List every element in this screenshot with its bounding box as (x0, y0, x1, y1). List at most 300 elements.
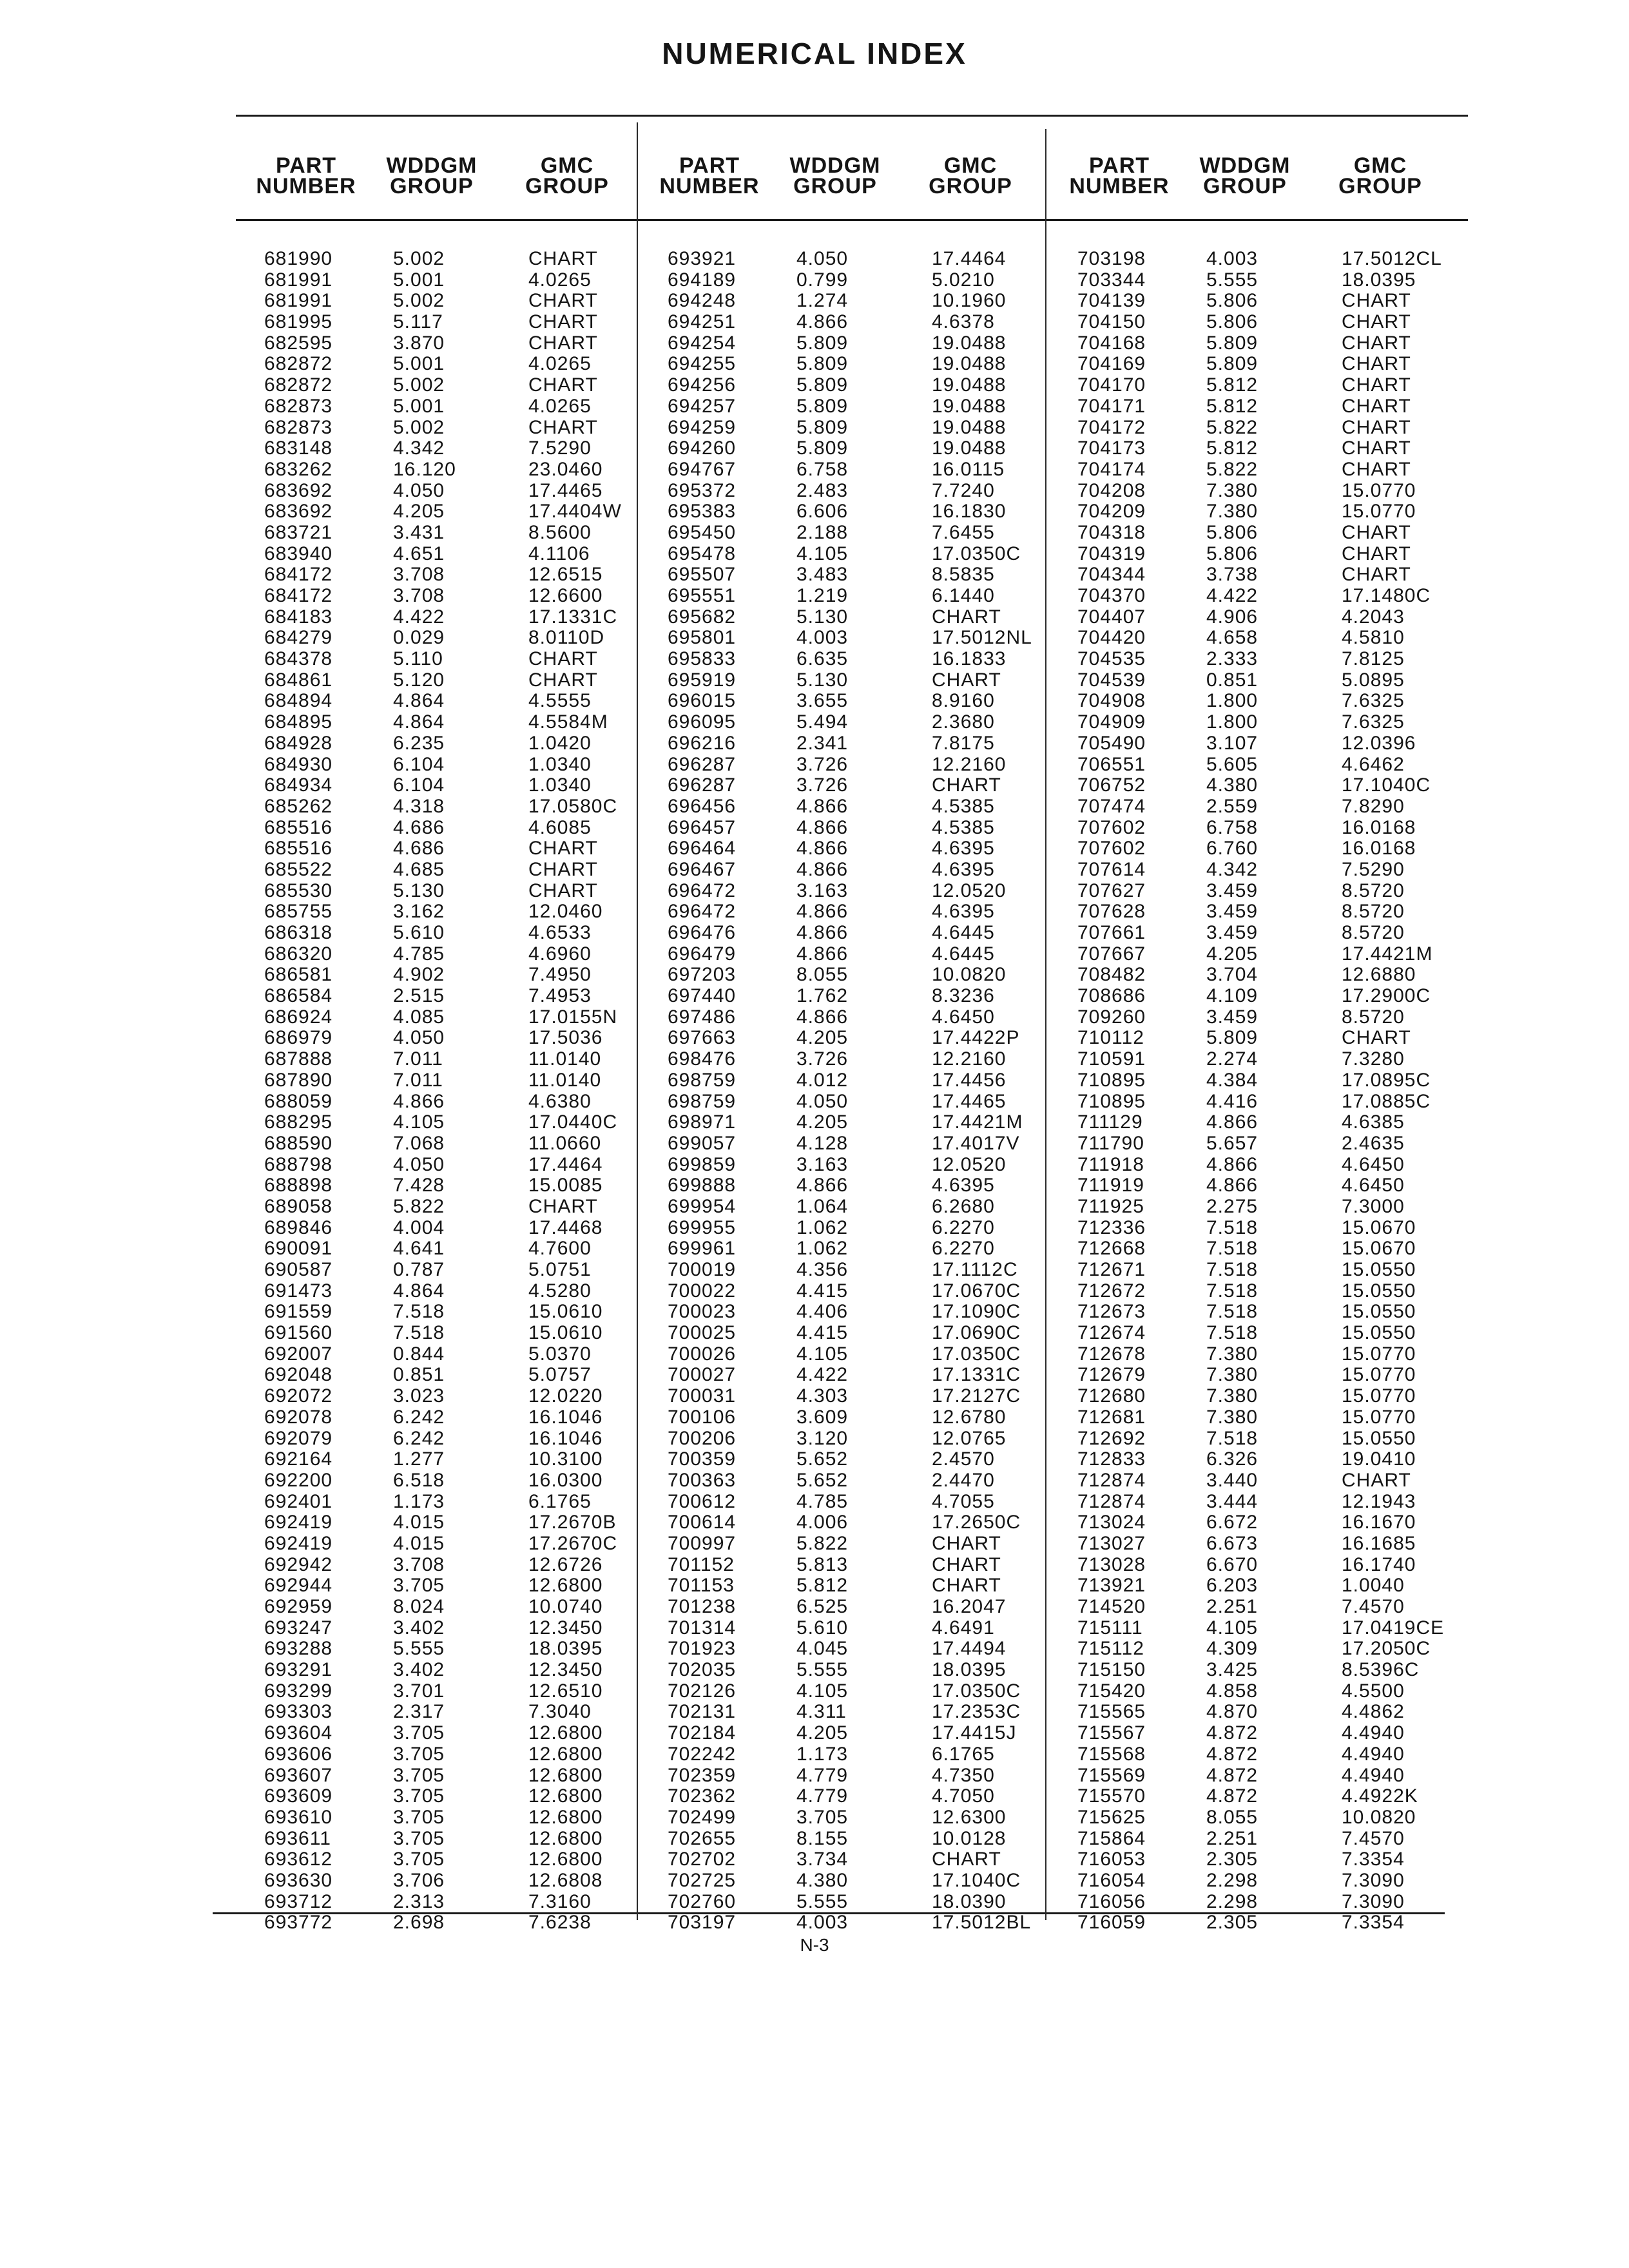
part-number-cell: 712672 (1077, 1280, 1146, 1302)
gmc-group-cell: 15.0670 (1342, 1216, 1416, 1238)
wddgm-group-cell: 4.864 (393, 690, 445, 712)
gmc-group-cell: 7.8290 (1342, 795, 1405, 817)
gmc-group-cell: CHART (932, 1849, 1001, 1870)
index-row (1052, 881, 1458, 902)
index-row (1052, 1281, 1458, 1302)
part-number-cell: 695801 (668, 627, 737, 649)
wddgm-group-cell: 4.045 (796, 1638, 849, 1660)
part-number-cell: 698476 (668, 1048, 737, 1070)
index-row (642, 354, 1048, 375)
part-number-cell: 695682 (668, 606, 737, 628)
part-number-cell: 704407 (1077, 606, 1146, 628)
gmc-group-cell: 4.6085 (528, 816, 592, 838)
part-number-cell: 712336 (1077, 1216, 1146, 1238)
part-number-cell: 682873 (264, 395, 333, 417)
part-number-cell: 712673 (1077, 1301, 1146, 1323)
gmc-group-cell: 10.1960 (932, 290, 1007, 312)
gmc-group-cell: 4.7050 (932, 1785, 995, 1807)
gmc-group-cell: 12.0520 (932, 879, 1007, 901)
wddgm-group-cell: 7.518 (1206, 1280, 1258, 1302)
wddgm-group-cell: 4.105 (796, 1343, 849, 1365)
part-number-cell: 712674 (1077, 1322, 1146, 1344)
part-number-cell: 692007 (264, 1343, 333, 1365)
gmc-group-cell: 10.3100 (528, 1448, 603, 1470)
part-number-cell: 699955 (668, 1216, 737, 1238)
gmc-group-cell: CHART (528, 858, 598, 880)
part-number-cell: 711129 (1077, 1111, 1143, 1133)
index-row (1052, 312, 1458, 333)
part-number-cell: 705490 (1077, 732, 1146, 754)
wddgm-group-cell: 4.318 (393, 795, 445, 817)
part-number-cell: 707628 (1077, 901, 1146, 923)
index-row (1052, 396, 1458, 418)
part-number-cell: 712833 (1077, 1448, 1146, 1470)
wddgm-group-cell: 5.809 (796, 437, 849, 459)
wddgm-group-cell: 3.705 (393, 1849, 445, 1870)
index-row (238, 1049, 644, 1070)
index-panel-3 (1052, 134, 1458, 1934)
part-number-cell: 711919 (1077, 1175, 1144, 1196)
index-row (642, 1049, 1048, 1070)
wddgm-group-cell: 7.380 (1206, 501, 1258, 523)
gmc-group-cell: 2.3680 (932, 711, 995, 733)
index-row (642, 1365, 1048, 1386)
part-number-cell: 696464 (668, 838, 737, 860)
part-number-cell: 684183 (264, 606, 333, 628)
gmc-group-cell: CHART (932, 774, 1001, 796)
index-row (642, 1302, 1048, 1323)
index-row (238, 1449, 644, 1470)
wddgm-group-cell: 3.705 (393, 1806, 445, 1828)
wddgm-group-cell: 4.356 (796, 1259, 849, 1280)
index-row (642, 838, 1048, 860)
index-row (642, 1323, 1048, 1344)
index-row (1052, 1470, 1458, 1492)
index-row (1052, 860, 1458, 881)
part-number-cell: 683692 (264, 479, 333, 501)
part-number-cell: 693712 (264, 1890, 333, 1912)
index-row (1052, 1218, 1458, 1239)
gmc-group-cell: 17.1331C (528, 606, 618, 628)
wddgm-group-cell: 4.866 (796, 311, 849, 333)
index-row (238, 838, 644, 860)
part-number-cell: 702362 (668, 1785, 737, 1807)
gmc-group-cell: 15.0550 (1342, 1259, 1416, 1280)
part-number-cell: 704909 (1077, 711, 1146, 733)
wddgm-group-header: WDDGM GROUP (386, 153, 477, 198)
part-number-cell: 704208 (1077, 479, 1146, 501)
part-number-cell: 697663 (668, 1027, 737, 1049)
wddgm-group-cell: 6.104 (393, 753, 445, 775)
wddgm-group-cell: 3.162 (393, 901, 445, 923)
index-row (642, 1281, 1048, 1302)
gmc-group-cell: 19.0488 (932, 332, 1007, 354)
wddgm-group-cell: 4.864 (393, 1280, 445, 1302)
gmc-group-cell: 16.0168 (1342, 838, 1416, 860)
gmc-group-cell: 2.4635 (1342, 1132, 1405, 1154)
gmc-group-cell: 6.1765 (528, 1490, 592, 1512)
gmc-group-cell: CHART (932, 1553, 1001, 1575)
wddgm-group-cell: 7.428 (393, 1175, 445, 1196)
part-number-cell: 687890 (264, 1069, 333, 1091)
index-row (642, 628, 1048, 649)
gmc-group-cell: CHART (1342, 374, 1411, 396)
wddgm-group-cell: 8.155 (796, 1827, 849, 1849)
part-number-cell: 700363 (668, 1469, 737, 1491)
gmc-group-cell: 12.1943 (1342, 1490, 1416, 1512)
part-number-cell: 709260 (1077, 1006, 1146, 1028)
wddgm-group-cell: 4.303 (796, 1385, 849, 1407)
gmc-group-cell: 6.2680 (932, 1195, 995, 1217)
gmc-group-cell: 17.2650C (932, 1512, 1021, 1533)
index-row (642, 901, 1048, 923)
index-row (238, 1829, 644, 1850)
part-number-cell: 704209 (1077, 501, 1146, 523)
part-number-cell: 695383 (668, 501, 737, 523)
part-number-cell: 713024 (1077, 1512, 1146, 1533)
gmc-group-cell: 17.2050C (1342, 1638, 1431, 1660)
wddgm-group-cell: 5.555 (796, 1890, 849, 1912)
wddgm-group-cell: 5.806 (1206, 290, 1258, 312)
gmc-group-cell: 7.3000 (1342, 1195, 1405, 1217)
index-row (642, 965, 1048, 986)
gmc-group-cell: 12.0460 (528, 901, 603, 923)
index-row (238, 1091, 644, 1113)
index-row (642, 1407, 1048, 1428)
index-row (1052, 1449, 1458, 1470)
index-row (1052, 418, 1458, 439)
part-number-cell: 702499 (668, 1806, 737, 1828)
wddgm-group-cell: 4.866 (796, 1175, 849, 1196)
wddgm-group-cell: 5.652 (796, 1469, 849, 1491)
wddgm-group-cell: 5.002 (393, 290, 445, 312)
index-row (238, 1407, 644, 1428)
panel-rows (642, 249, 1048, 1934)
gmc-group-cell: 12.6880 (1342, 964, 1416, 986)
gmc-group-cell: 23.0460 (528, 458, 603, 480)
part-number-cell: 694189 (668, 269, 737, 291)
index-row (642, 986, 1048, 1007)
wddgm-group-cell: 1.800 (1206, 711, 1258, 733)
gmc-group-cell: 7.3090 (1342, 1890, 1405, 1912)
gmc-group-cell: 4.0265 (528, 395, 592, 417)
part-number-cell: 689846 (264, 1216, 333, 1238)
gmc-group-cell: 4.4940 (1342, 1722, 1405, 1744)
gmc-group-cell: 7.3280 (1342, 1048, 1405, 1070)
wddgm-group-cell: 7.380 (1206, 479, 1258, 501)
wddgm-group-cell: 0.787 (393, 1259, 445, 1280)
part-number-cell: 696476 (668, 922, 737, 943)
wddgm-group-cell: 4.416 (1206, 1090, 1258, 1112)
gmc-group-cell: 4.6450 (1342, 1153, 1405, 1175)
index-row (642, 1070, 1048, 1091)
index-row (1052, 1723, 1458, 1744)
gmc-group-cell: 5.0370 (528, 1343, 592, 1365)
gmc-group-cell: 4.5280 (528, 1280, 592, 1302)
wddgm-group-cell: 3.704 (1206, 964, 1258, 986)
gmc-group-cell: 17.4017V (932, 1132, 1020, 1154)
part-number-cell: 695450 (668, 521, 737, 543)
index-row (1052, 1386, 1458, 1407)
gmc-group-cell: 7.4950 (528, 964, 592, 986)
index-row (238, 354, 644, 375)
gmc-group-cell: CHART (1342, 353, 1411, 375)
gmc-group-cell: 17.0690C (932, 1322, 1021, 1344)
index-row (642, 312, 1048, 333)
index-row (642, 481, 1048, 502)
index-row (642, 1892, 1048, 1913)
index-row (238, 544, 644, 565)
index-row (1052, 944, 1458, 965)
wddgm-group-cell: 4.422 (796, 1364, 849, 1386)
part-number-cell: 696479 (668, 943, 737, 965)
part-number-cell: 716059 (1077, 1912, 1146, 1934)
part-number-cell: 684934 (264, 774, 333, 796)
gmc-group-cell: CHART (528, 311, 598, 333)
index-row (642, 1702, 1048, 1723)
index-row (1052, 986, 1458, 1007)
gmc-group-cell: 17.2127C (932, 1385, 1021, 1407)
index-row (1052, 1155, 1458, 1176)
gmc-group-cell: 12.0765 (932, 1427, 1007, 1449)
index-row (238, 1386, 644, 1407)
index-row (238, 649, 644, 670)
index-row (238, 501, 644, 523)
index-row (1052, 1744, 1458, 1765)
part-number-cell: 715420 (1077, 1680, 1146, 1702)
index-row (238, 1702, 644, 1723)
wddgm-group-cell: 2.251 (1206, 1827, 1258, 1849)
wddgm-group-cell: 4.050 (393, 479, 445, 501)
part-number-cell: 712874 (1077, 1469, 1146, 1491)
wddgm-group-cell: 4.872 (1206, 1785, 1258, 1807)
index-row (238, 1155, 644, 1176)
index-row (238, 586, 644, 607)
gmc-group-cell: 17.5012CL (1342, 248, 1442, 269)
gmc-group-cell: 17.1331C (932, 1364, 1021, 1386)
part-number-cell: 681990 (264, 248, 333, 269)
part-number-cell: 690587 (264, 1259, 333, 1280)
wddgm-group-cell: 4.872 (1206, 1743, 1258, 1765)
gmc-group-cell: 7.7240 (932, 479, 995, 501)
index-row (642, 1681, 1048, 1702)
index-row (642, 649, 1048, 670)
part-number-cell: 710895 (1077, 1069, 1146, 1091)
wddgm-group-cell: 4.006 (796, 1512, 849, 1533)
part-number-cell: 685516 (264, 838, 333, 860)
index-row (642, 1786, 1048, 1807)
header-top-rule (236, 115, 1468, 117)
part-number-cell: 698971 (668, 1111, 737, 1133)
gmc-group-cell: 16.1685 (1342, 1532, 1416, 1554)
wddgm-group-cell: 5.002 (393, 416, 445, 438)
part-number-cell: 694251 (668, 311, 737, 333)
index-row (642, 1196, 1048, 1218)
index-row (238, 901, 644, 923)
wddgm-group-cell: 3.705 (393, 1722, 445, 1744)
gmc-group-cell: 7.3354 (1342, 1849, 1405, 1870)
wddgm-group-cell: 2.559 (1206, 795, 1258, 817)
gmc-group-cell: 12.3450 (528, 1659, 603, 1681)
gmc-group-cell: 15.0550 (1342, 1322, 1416, 1344)
index-row (238, 712, 644, 733)
wddgm-group-cell: 3.107 (1206, 732, 1258, 754)
wddgm-group-cell: 2.317 (393, 1701, 445, 1723)
gmc-group-cell: 8.5396C (1342, 1659, 1420, 1681)
index-row (1052, 1639, 1458, 1660)
part-number-cell: 697486 (668, 1006, 737, 1028)
index-row (642, 438, 1048, 459)
gmc-group-cell: 17.1090C (932, 1301, 1021, 1323)
index-row (1052, 1829, 1458, 1850)
part-number-cell: 682595 (264, 332, 333, 354)
gmc-group-cell: 7.3090 (1342, 1869, 1405, 1891)
index-row (1052, 1091, 1458, 1113)
index-row (642, 1492, 1048, 1513)
part-number-cell: 700106 (668, 1406, 737, 1428)
wddgm-group-cell: 3.701 (393, 1680, 445, 1702)
part-number-cell: 685516 (264, 816, 333, 838)
gmc-group-cell: CHART (1342, 416, 1411, 438)
index-row (642, 1597, 1048, 1618)
part-number-cell: 715112 (1077, 1638, 1144, 1660)
index-row (1052, 270, 1458, 291)
part-number-cell: 693772 (264, 1912, 333, 1934)
wddgm-group-cell: 5.809 (796, 374, 849, 396)
wddgm-group-cell: 2.333 (1206, 648, 1258, 670)
part-number-cell: 715565 (1077, 1701, 1146, 1723)
part-number-cell: 696467 (668, 858, 737, 880)
index-row (642, 1260, 1048, 1281)
gmc-group-cell: 12.0520 (932, 1153, 1007, 1175)
wddgm-group-cell: 5.809 (796, 353, 849, 375)
part-number-cell: 696216 (668, 732, 737, 754)
part-number-cell: 695372 (668, 479, 737, 501)
index-row (1052, 459, 1458, 481)
index-row (1052, 1660, 1458, 1681)
index-row (238, 1555, 644, 1576)
gmc-group-cell: 12.6800 (528, 1785, 603, 1807)
index-row (1052, 1702, 1458, 1723)
gmc-group-cell: 12.6780 (932, 1406, 1007, 1428)
index-row (238, 796, 644, 818)
wddgm-group-cell: 4.015 (393, 1512, 445, 1533)
wddgm-group-cell: 6.606 (796, 501, 849, 523)
gmc-group-cell: 12.6800 (528, 1575, 603, 1597)
gmc-group-cell: 17.0155N (528, 1006, 618, 1028)
wddgm-group-cell: 5.809 (1206, 1027, 1258, 1049)
panel-header (1052, 134, 1458, 218)
part-number-cell: 695919 (668, 669, 737, 691)
index-row (1052, 481, 1458, 502)
gmc-group-cell: 4.6395 (932, 901, 995, 923)
wddgm-group-cell: 5.822 (1206, 416, 1258, 438)
gmc-group-cell: 1.0040 (1342, 1575, 1405, 1597)
index-row (1052, 354, 1458, 375)
gmc-group-cell: 19.0488 (932, 374, 1007, 396)
part-number-cell: 685522 (264, 858, 333, 880)
wddgm-group-cell: 7.518 (1206, 1238, 1258, 1260)
gmc-group-cell: 16.1670 (1342, 1512, 1416, 1533)
wddgm-group-cell: 0.799 (796, 269, 849, 291)
index-row (642, 1618, 1048, 1639)
gmc-group-cell: 6.1765 (932, 1743, 995, 1765)
gmc-group-cell: 12.2160 (932, 753, 1007, 775)
wddgm-group-cell: 4.866 (796, 901, 849, 923)
wddgm-group-cell: 4.311 (796, 1701, 847, 1723)
gmc-group-cell: CHART (528, 838, 598, 860)
gmc-group-cell: 1.0340 (528, 774, 592, 796)
part-number-cell: 695478 (668, 543, 737, 564)
part-number-cell: 707602 (1077, 838, 1146, 860)
index-row (238, 818, 644, 839)
part-number-cell: 706752 (1077, 774, 1146, 796)
index-row (1052, 1070, 1458, 1091)
index-panel-2 (642, 134, 1048, 1934)
wddgm-group-cell: 1.062 (796, 1216, 849, 1238)
gmc-group-cell: CHART (1342, 1027, 1411, 1049)
index-row (642, 1723, 1048, 1744)
wddgm-group-cell: 8.055 (1206, 1806, 1258, 1828)
gmc-group-cell: 16.0300 (528, 1469, 603, 1491)
part-number-cell: 701923 (668, 1638, 737, 1660)
part-number-cell: 703198 (1077, 248, 1146, 269)
part-number-cell: 702184 (668, 1722, 737, 1744)
part-number-cell: 692419 (264, 1512, 333, 1533)
index-row (238, 270, 644, 291)
part-number-cell: 715570 (1077, 1785, 1146, 1807)
part-number-cell: 712680 (1077, 1385, 1146, 1407)
gmc-group-cell: 15.0550 (1342, 1427, 1416, 1449)
gmc-group-cell: 8.5720 (1342, 901, 1405, 923)
index-row (1052, 375, 1458, 396)
part-number-cell: 694254 (668, 332, 737, 354)
wddgm-group-cell: 3.705 (796, 1806, 849, 1828)
index-row (238, 1807, 644, 1829)
index-row (642, 1912, 1048, 1934)
gmc-group-cell: 7.6455 (932, 521, 995, 543)
part-number-cell: 712874 (1077, 1490, 1146, 1512)
gmc-group-cell: 16.1046 (528, 1427, 603, 1449)
index-row (1052, 1112, 1458, 1133)
gmc-group-cell: 12.0396 (1342, 732, 1416, 754)
wddgm-group-cell: 1.173 (796, 1743, 849, 1765)
part-number-cell: 700019 (668, 1259, 737, 1280)
part-number-cell: 684172 (264, 585, 333, 606)
part-number-cell: 699057 (668, 1132, 737, 1154)
gmc-group-cell: 15.0770 (1342, 479, 1416, 501)
part-number-cell: 702760 (668, 1890, 737, 1912)
part-number-cell: 688295 (264, 1111, 333, 1133)
index-row (1052, 249, 1458, 270)
wddgm-group-cell: 7.011 (393, 1069, 443, 1091)
part-number-cell: 697440 (668, 985, 737, 1007)
part-number-cell: 715625 (1077, 1806, 1146, 1828)
wddgm-group-cell: 6.235 (393, 732, 445, 754)
wddgm-group-cell: 6.760 (1206, 838, 1258, 860)
part-number-cell: 687888 (264, 1048, 333, 1070)
part-number-cell: 704172 (1077, 416, 1146, 438)
index-row (238, 418, 644, 439)
gmc-group-cell: 4.6395 (932, 1175, 995, 1196)
wddgm-group-cell: 4.422 (1206, 585, 1258, 606)
gmc-group-cell: 8.5720 (1342, 879, 1405, 901)
index-row (238, 754, 644, 776)
index-row (642, 1744, 1048, 1765)
gmc-group-cell: 8.3236 (932, 985, 995, 1007)
index-row (238, 1070, 644, 1091)
index-row (1052, 818, 1458, 839)
